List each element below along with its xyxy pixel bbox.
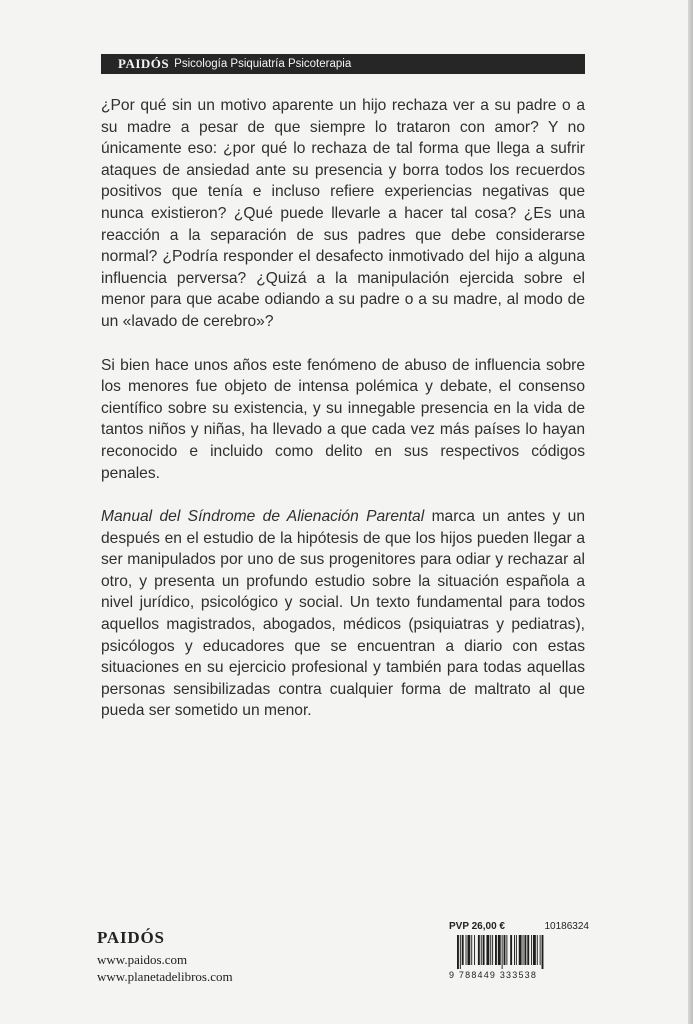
barcode-bar	[516, 935, 517, 965]
barcode-bar	[506, 935, 507, 965]
barcode-icon	[449, 935, 573, 969]
blurb-paragraph-3-text: marca un antes y un después en el estudio de la hipótesis de que los hijos pueden llegar a ser manipulados por uno de sus progenitores para odiar y rechazar al otro, y presenta un profundo estudio sobre la situación española a nivel jurídico, psicológico y social. Un texto fundamental para todos aquellos magistrados, abogados, médicos (psiquiatras y pediatras), psicólogos y educadores que se encuentran a diario con estas situaciones en su ejercicio profesional y también para todas aquellas personas sensibilizadas contra cualquier forma de maltrato al que pueda ser sometido un menor.	[101, 508, 585, 720]
barcode-bar	[510, 935, 512, 965]
price-label: PVP 26,00 €	[449, 921, 505, 932]
series-brand: PAIDÓS	[118, 56, 170, 71]
barcode-bar	[466, 935, 467, 965]
barcode-bar	[457, 935, 459, 969]
barcode-bar	[531, 935, 532, 965]
barcode-bar	[478, 935, 480, 965]
series-banner	[101, 54, 585, 74]
barcode-bar	[537, 935, 538, 965]
book-spine-edge	[688, 0, 693, 1024]
barcode-bar	[481, 935, 482, 965]
blurb-paragraph-1: ¿Por qué sin un motivo aparente un hijo rechaza ver a su padre o a su madre a pesar de que siempre lo trataron con amor? Y no únicamente eso: ¿por qué lo rechaza de tal forma que llega a sufrir ataques de ansiedad ante su presencia y borra todos los recuerdos positivos que tenía e incluso refiere experiencias negativas que nunca existieron? ¿Qué puede llevarle a hacer tal cosa? ¿Es una reacción a la separación de sus padres que debe considerarse normal? ¿Podría responder el desafecto inmotivado del hijo a alguna influencia perversa? ¿Quizá a la manipulación ejercida sobre el menor para que acabe odiando a su padre o a su madre, al modo de un «lavado de cerebro»?	[101, 97, 585, 330]
blurb	[101, 95, 585, 744]
barcode-bar	[519, 935, 522, 965]
barcode-bar	[533, 935, 536, 965]
blurb-paragraph-3	[101, 506, 585, 722]
barcode-bar	[495, 935, 497, 965]
publisher-url-secondary: www.planetadelibros.com	[97, 969, 233, 984]
barcode-bar	[524, 935, 526, 965]
barcode-bar	[492, 935, 493, 965]
barcode-bar	[523, 935, 524, 965]
barcode-bar	[460, 935, 461, 969]
barcode-bar	[527, 935, 529, 965]
barcode-bar	[504, 935, 506, 965]
barcode-bar	[486, 935, 489, 965]
barcode-bar	[474, 935, 475, 965]
barcode-bar	[490, 935, 491, 965]
barcode-bar	[483, 935, 485, 965]
barcode-bar	[467, 935, 470, 965]
barcode-bar	[514, 935, 515, 965]
barcode-bar	[498, 935, 501, 965]
publisher-url: www.paidos.com	[97, 952, 188, 967]
barcode-bar	[502, 935, 503, 969]
barcode-bar	[462, 935, 464, 965]
book-title: Manual del Síndrome de Alienación Parental	[101, 508, 425, 526]
barcode-bar	[542, 935, 544, 969]
barcode-bar	[540, 935, 541, 965]
product-code: 10186324	[544, 921, 589, 932]
blurb-paragraph-2: Si bien hace unos años este fenómeno de abuso de influencia sobre los menores fue objeto de intensa polémica y debate, el consenso científico sobre su existencia, y su innegable presencia en la vida de tantos niños y niñas, ha llevado a que cada vez más países lo hayan reconocido e incluido como delito en sus respectivos códigos penales.	[101, 356, 585, 482]
isbn-digits: 9 788449 333538	[449, 970, 538, 980]
barcode-bar	[471, 935, 472, 965]
publisher-block	[97, 928, 233, 985]
series-name: Psicología Psiquiatría Psicoterapia	[174, 58, 352, 70]
publisher-logo: PAIDÓS	[97, 928, 165, 947]
price-line	[449, 921, 589, 932]
